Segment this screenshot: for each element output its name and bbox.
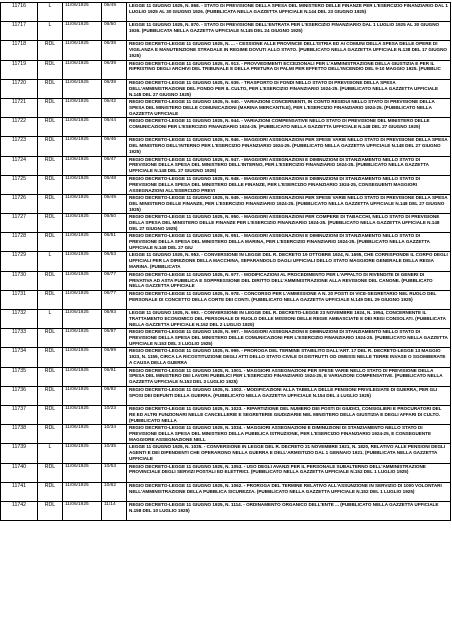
- table-row: [1, 118, 451, 137]
- act-date: 11/06/1925: [63, 233, 102, 252]
- entry-number: 11742: [1, 501, 38, 520]
- act-description: REGIO DECRETO-LEGGE 11 GIUGNO 1925, N. 946. - MAGGIORI ASSEGNAZIONI PER SPESE VARIE NELLO STATO DI PREVISIONE DELLA SPESA DEL MINISTERO DELL'INTERNO PER L'ESERCIZIO FINANZIARIO 1924-25. (PUBBLICATO NELLA GAZZETTA UFFICIALE N.148 DEL 27 GIUGNO 1925): [127, 137, 451, 156]
- act-date: 11/06/1925: [63, 118, 102, 137]
- act-description: REGIO DECRETO-LEGGE 11 GIUGNO 1925, N. 951. - MAGGIORI ASSEGNAZIONI E DIMINUZIONI DI STANZIAMENTO NELLO STATO DI PREVISIONE DELLA SPESA DEL MINISTERO DELLA MARINA, PER L'ESERCIZIO FINANZIARIO 1924-25. (PUBBLICATO NELLA GAZZETTA UFFICIALE N.148 DEL 27 GIU: [127, 233, 451, 252]
- table-row: [1, 386, 451, 405]
- act-type: L: [38, 252, 63, 271]
- act-type: RDL: [38, 290, 63, 309]
- act-type: RDL: [38, 118, 63, 137]
- entry-number: 11740: [1, 463, 38, 482]
- table-row: [1, 444, 451, 463]
- table-row: [1, 348, 451, 367]
- act-description: REGIO DECRETO-LEGGE 11 GIUGNO 1925, N. 950. - MAGGIORI ASSEGNAZIONI PER COMPERE DI TABACCHI, NELLO STATO DI PREVISIONE DELLA SPESA DEL MINISTERO DELLE FINANZE PER L'ESERCIZIO FINANZIARIO 1924-25. (PUBBLICATO NELLA GAZZETTA UFFICIALE N.148 DEL 27 GIUGNO 1925): [127, 214, 451, 233]
- act-description: LEGGE 11 GIUGNO 1925, N. 953. - CONVERSIONE IN LEGGE DEL R. DECRETO 19 OTTOBRE 1924, N. 1695, CHE CORRISPONDE IL CORPO DEGLI UFFICIALI PER LA DIREZIONE DELLA MACCHINA, SEPARANDOLO DAGLI UFFICIALI DELLO STATO MAGGIORE GENERALE DELLA REGIA MARINA. (PUBBLICATA: [127, 252, 451, 271]
- act-date: 11/06/1925: [63, 3, 102, 22]
- act-code: 06/44: [102, 118, 127, 137]
- act-type: RDL: [38, 98, 63, 117]
- act-date: 11/06/1925: [63, 310, 102, 329]
- entry-number: 11719: [1, 60, 38, 79]
- act-type: RDL: [38, 194, 63, 213]
- entry-number: 11732: [1, 310, 38, 329]
- act-code: 10/35: [102, 444, 127, 463]
- act-date: 11/06/1925: [63, 463, 102, 482]
- table-row: [1, 79, 451, 98]
- act-type: RDL: [38, 367, 63, 386]
- table-row: [1, 3, 451, 22]
- table-row: [1, 214, 451, 233]
- act-date: 11/06/1925: [63, 41, 102, 60]
- act-description: REGIO DECRETO-LEGGE 11 GIUGNO 1925, N. 978. - CONCORSO PER L'AMMISSIONE A N. 20 POSTI DI VICE-SEGRETARIO NEL RUOLO DEL PERSONALE DI CONCETTO DELLA CORTE DEI CONTI. (PUBBLICATO NELLA GAZZETTA UFFICIALE N.149 DEL 29 GIUGNO 1925): [127, 290, 451, 309]
- entry-number: 11726: [1, 194, 38, 213]
- act-type: RDL: [38, 60, 63, 79]
- act-type: RDL: [38, 271, 63, 290]
- act-code: 06/97: [102, 329, 127, 348]
- act-type: RDL: [38, 425, 63, 444]
- act-description: REGIO DECRETO-LEGGE 11 GIUGNO 1925, N. 939. - TRASPORTO DI FONDI NELLO STATO DI PREVISIONE DELLA SPESA DELL'AMMINISTRAZIONE DEL FONDO PER IL CULTO, PER L'ESERCIZIO FINANZIARIO 1924-25. (PUBBLICATO NELLA GAZZETTA UFFICIALE N.148 DEL 27 GIUGNO 1925): [127, 79, 451, 98]
- table-row: [1, 290, 451, 309]
- act-type: RDL: [38, 175, 63, 194]
- entry-number: 11734: [1, 348, 38, 367]
- entry-number: 11738: [1, 425, 38, 444]
- act-code: 06/92: [102, 386, 127, 405]
- table-row: [1, 60, 451, 79]
- entry-number: 11722: [1, 118, 38, 137]
- act-type: RDL: [38, 137, 63, 156]
- table-row: [1, 137, 451, 156]
- act-code: 10/62: [102, 482, 127, 501]
- act-type: L: [38, 310, 63, 329]
- act-code: 06/39: [102, 60, 127, 79]
- act-code: 06/39: [102, 79, 127, 98]
- act-date: 11/06/1925: [63, 175, 102, 194]
- table-row: [1, 194, 451, 213]
- table-row: [1, 98, 451, 117]
- act-date: 11/06/1925: [63, 405, 102, 424]
- act-description: REGIO DECRETO-LEGGE 11 GIUGNO 1925, N. 977. - MODIFICAZIONI AL PROCEDIMENTO PER L'APPALTO DI RIVENDITE DI GENERI DI PRIVATIVA AD ASTA PUBBLICA E SOPPRESSIONE DEL DIRITTO DELL'AMMINISTRAZIONE ALLA REVISIONE DEL CANONE. (PUBBLICATO NELLA GAZZETTA UFFICIALE: [127, 271, 451, 290]
- act-code: 06/49: [102, 194, 127, 213]
- act-description: REGIO DECRETO-LEGGE 11 GIUGNO 1925, N. 1034. - MAGGIORI ASSEGNAZIONI E DIMINUZIONI DI STANZIAMENTO NELLO STATO DI PREVISIONE DELLA SPESA DEL MINISTERO DELLA PUBBLICA ISTRUZIONE, PER L'ESERCIZIO FINANZIARIO 1924-25, E CONSEGUENTE MAGGIORE ASSEGNAZIONE NELL: [127, 425, 451, 444]
- act-date: 11/06/1925: [63, 252, 102, 271]
- entry-number: 11723: [1, 137, 38, 156]
- entry-number: 11725: [1, 175, 38, 194]
- entry-number: 11739: [1, 444, 38, 463]
- entry-number: 11716: [1, 3, 38, 22]
- act-type: RDL: [38, 214, 63, 233]
- act-description: REGIO DECRETO-LEGGE 11 GIUGNO 1925, N. 948. - MAGGIORI ASSEGNAZIONI E DIMINUZIONI DI STANZIAMENTO NELLO STATO DI PREVISIONE DELLA SPESA DEL MINISTERO DELLE FINANZE, PER L'ESERCIZIO FINANZIARIO 1924-25, CONSEGUENTI MAGGIORI ASSEGNAZIONI ALL'ESERCIZIO PREVI: [127, 175, 451, 194]
- act-description: LEGGE 11 GIUGNO 1925, N. 1035. - CONVERSIONE IN LEGGE DEL R. DECRETO 21 NOVEMBRE 1921, N. 1820, RELATIVO ALLE PENSIONI DEGLI AGENTI E DEI DIPENDENTI CHE OPERARONO NELLA GUERRA E DELL'ARMISTIZIO DAL 1 GENNAIO 1921. (PUBBLICATA NELLA GAZZETTA UFFICIALE: [127, 444, 451, 463]
- act-description: REGIO DECRETO-LEGGE 11 GIUGNO 1925, N. 997. - MAGGIORI ASSEGNAZIONI E DIMINUZIONI DI STANZIAMENTO NELLO STATO DI PREVISIONE DELLA SPESA DEL MINISTERO DELLE COMUNICAZIONI PER L'ESERCIZIO FINANZIARIO 1924-25. (PUBBLICATO NELLA GAZZETTA UFFICIALE N.153 DEL 3 LUGLIO 1925): [127, 329, 451, 348]
- entry-number: 11720: [1, 79, 38, 98]
- entry-number: 11733: [1, 329, 38, 348]
- act-code: 10/23: [102, 405, 127, 424]
- entry-number: 11741: [1, 482, 38, 501]
- entry-number: 11721: [1, 98, 38, 117]
- act-description: LEGGE 11 GIUGNO 1925, N. 868. - STATO DI PREVISIONE DELLA SPESA DEL MINISTERO DELLE FINANZE PER L'ESERCIZIO FINANZIARIO DAL 1 LUGLIO 1925 AL 30 GIUGNO 1926. (PUBBLICATA NELLA GAZZETTA UFFICIALE N.144 DEL 23 GIUGNO 1925): [127, 3, 451, 22]
- act-date: 11/06/1925: [63, 425, 102, 444]
- act-description: REGIO DECRETO-LEGGE 11 GIUGNO 1925, N. 1023. - RIPARTIZIONE DEL NUMERO DEI POSTI DI GIUDICI, CONSIGLIERI E PROCURATORI DEL RE ED ALTRI FUNZIONARI NELLE CANCELLERIE E SEGRETERIE GIUDIZIARIE NEL MINISTERO DELLA GIUSTIZIA E DEGLI AFFARI DI CULTO. (PUBBLICATO NELLA: [127, 405, 451, 424]
- act-date: 11/06/1925: [63, 60, 102, 79]
- act-type: RDL: [38, 482, 63, 501]
- table-row: [1, 175, 451, 194]
- act-date: 11/06/1925: [63, 79, 102, 98]
- act-date: 11/06/1925: [63, 22, 102, 41]
- act-code: 10/53: [102, 463, 127, 482]
- act-type: L: [38, 3, 63, 22]
- entry-number: 11717: [1, 22, 38, 41]
- entry-number: 11735: [1, 367, 38, 386]
- act-date: 11/06/1925: [63, 329, 102, 348]
- act-date: 11/06/1925: [63, 367, 102, 386]
- act-type: L: [38, 444, 63, 463]
- entry-number: 11724: [1, 156, 38, 175]
- register-body: [1, 3, 451, 521]
- register-table: [0, 2, 451, 521]
- act-date: 11/06/1925: [63, 271, 102, 290]
- entry-number: 11729: [1, 252, 38, 271]
- act-date: 11/06/1925: [63, 194, 102, 213]
- act-description: REGIO DECRETO-LEGGE 11 GIUGNO 1925, N. 944. - VARIAZIONI COMPENSATIVE NELLO STATO DI PREVISIONE DEL MINISTERO DELLE COMUNICAZIONI PER L'ESERCIZIO FINANZIARIO 1924-25. (PUBBLICATO NELLA GAZZETTA UFFICIALE N.148 DEL 27 GIUGNO 1925): [127, 118, 451, 137]
- act-code: 10/34: [102, 425, 127, 444]
- act-type: L: [38, 22, 63, 41]
- act-code: 06/49: [102, 3, 127, 22]
- act-type: RDL: [38, 329, 63, 348]
- act-date: 11/06/1925: [63, 98, 102, 117]
- act-type: RDL: [38, 386, 63, 405]
- act-code: 06/46: [102, 137, 127, 156]
- act-date: 11/06/1925: [63, 386, 102, 405]
- table-row: [1, 271, 451, 290]
- act-code: 06/91: [102, 367, 127, 386]
- act-code: 06/50: [102, 214, 127, 233]
- act-code: 06/53: [102, 252, 127, 271]
- entry-number: 11736: [1, 386, 38, 405]
- act-code: 06/99: [102, 348, 127, 367]
- act-description: REGIO DECRETO-LEGGE 11 GIUGNO 1925, N. 999. - PROROGA DEL TERMINE STABILITO DALL'ART. 17 DEL R. DECRETO-LEGGE 13 MAGGIO 1923, N. 1159, CIRCA LA RICOSTITUZIONE DEGLI ATTI DELLO STATO CIVILE DI DISTRUTTI OD OMESSI NELLE TERRE INVASE O SGOMBERATE A CAUSA DELLA GUERRA: [127, 348, 451, 367]
- act-date: 11/06/1925: [63, 214, 102, 233]
- act-date: 11/06/1925: [63, 137, 102, 156]
- act-description: LEGGE 11 GIUGNO 1925, N. 870. - STATO DI PREVISIONE DELL'ENTRATA PER L'ESERCIZIO FINANZIARIO DAL 1 LUGLIO 1925 AL 30 GIUGNO 1926. (PUBBLICATA NELLA GAZZETTA UFFICIALE N.145 DEL 24 GIUGNO 1925): [127, 22, 451, 41]
- entry-number: 11727: [1, 214, 38, 233]
- table-row: [1, 156, 451, 175]
- act-description: REGIO DECRETO-LEGGE 11 GIUGNO 1925, N. 947. - MAGGIORI ASSEGNAZIONI E DIMINUZIONI DI STANZIAMENTO NELLO STATO DI PREVISIONE DELLA SPESA DEL MINISTERO DELL'INTERNO, PER L'ESERCIZIO FINANZIARIO 1924-25. (PUBBLICATO NELLA GAZZETTA UFFICIALE N.148 DEL 27 GIUGNO 1925): [127, 156, 451, 175]
- table-row: [1, 367, 451, 386]
- table-row: [1, 501, 451, 520]
- table-row: [1, 252, 451, 271]
- act-description: REGIO DECRETO-LEGGE 11 GIUGNO 1925, N. ... - CESSIONE ALLE PROVINCIE DELL'ISTRIA ED AI COMUNI DELLA SPESA DELLE OPERE DI VIGILANZA E MANUTENZIONE STRADALE IN REGIME DOVUTI ALLO STATO. (PUBBLICATO NELLA GAZZETTA UFFICIALE N.138 DEL 17 GIUGNO 1925): [127, 41, 451, 60]
- table-row: [1, 405, 451, 424]
- act-type: RDL: [38, 348, 63, 367]
- act-description: REGIO DECRETO-LEGGE 11 GIUGNO 1925, N. 1114. - ORDINAMENTO ORGANICO DELL'ENTE ... (PUBBLICATO NELLA GAZZETTA UFFICIALE N.158 DEL 10 LUGLIO 1925): [127, 501, 451, 520]
- act-type: RDL: [38, 463, 63, 482]
- act-code: 06/93: [102, 310, 127, 329]
- act-description: REGIO DECRETO-LEGGE 11 GIUGNO 1925, N. 1001. - MAGGIORI ASSEGNAZIONI PER SPESE VARIE NELLO STATO DI PREVISIONE DELLA SPESA DEL MINISTERO DEI LAVORI PUBBLICI PER L'ESERCIZIO FINANZIARIO 1924-25, E VARIAZIONI COMPENSATIVE. (PUBBLICATO NELLA GAZZETTA UFFICIALE N.153 DEL 3 LUGLIO 1925): [127, 367, 451, 386]
- act-code: 06/42: [102, 98, 127, 117]
- act-code: 06/51: [102, 233, 127, 252]
- act-type: RDL: [38, 233, 63, 252]
- act-description: REGIO DECRETO-LEGGE 11 GIUGNO 1925, N. 1002. - MODIFICAZIONI ALLA TABELLA DELLE PENSIONI PRIVILEGIATE DI GUERRA, PER GLI SPOSI DEI DEFUNTI DELLA GUERRA. (PUBBLICATO NELLA GAZZETTA UFFICIALE N.154 DEL 4 LUGLIO 1925): [127, 386, 451, 405]
- entry-number: 11718: [1, 41, 38, 60]
- act-type: RDL: [38, 79, 63, 98]
- act-type: RDL: [38, 501, 63, 520]
- act-code: 06/38: [102, 41, 127, 60]
- table-row: [1, 233, 451, 252]
- act-description: REGIO DECRETO-LEGGE 11 GIUGNO 1925, N. 949. - MAGGIORI ASSEGNAZIONI PER SPESE VARIE NELLO STATO DI PREVISIONE DELLA SPESA DEL MINISTERO DELLE FINANZE, PER L'ESERCIZIO FINANZIARIO 1924-25. (PUBBLICATO NELLA GAZZETTA UFFICIALE N.148 DEL 27 GIUGNO 1925): [127, 194, 451, 213]
- act-code: 06/48: [102, 175, 127, 194]
- act-description: REGIO DECRETO-LEGGE 11 GIUGNO 1925, N. 940. - VARIAZIONI CONCERNENTI, IN CONTO RESIDUI NELLO STATO DI PREVISIONE DELLA SPESA DEL MINISTERO DELLE COMUNICAZIONI (MARINA MERCANTILE), PER L'ESERCIZIO FINANZIARIO 1924-25. (PUBBLICATO NELLA GAZZETTA UFFICIALE: [127, 98, 451, 117]
- entry-number: 11730: [1, 271, 38, 290]
- act-code: 06/47: [102, 156, 127, 175]
- act-description: REGIO DECRETO-LEGGE 11 GIUGNO 1925, N. 913. - PROVVEDIMENTI ECCEZIONALI PER L'AMMINISTRAZIONE DELLA GIUSTIZIA E PER IL RIPRISTINO DEGLI ARCHIVI DEL TRIBUNALE E DELLA PRETURA DI PALMI PER EFFETTO DELL'INCENDIO DEL 9-10 MAGGIO 1925. (PUBBLIC: [127, 60, 451, 79]
- act-code: 06/77: [102, 271, 127, 290]
- act-date: 11/06/1925: [63, 482, 102, 501]
- table-row: [1, 482, 451, 501]
- act-type: RDL: [38, 41, 63, 60]
- entry-number: 11737: [1, 405, 38, 424]
- act-date: 11/06/1925: [63, 290, 102, 309]
- act-description: LEGGE 11 GIUGNO 1925, N. 993. - CONVERSIONE IN LEGGE DEL R. DECRETO-LEGGE 23 NOVEMBRE 1924, N. 1954, CONCERNENTE IL TRATTAMENTO ECONOMICO DEL PERSONALE DI RUOLO DELLE MISSIONI DELLE REGIE AMBASCIATE E DEI REGI CONSOLATI. (PUBBLICATA NELLA GAZZETTA UFFICIALE N.152 DEL 2 LUGLIO 1925): [127, 310, 451, 329]
- table-row: [1, 425, 451, 444]
- entry-number: 11728: [1, 233, 38, 252]
- entry-number: 11731: [1, 290, 38, 309]
- act-date: 11/06/1925: [63, 444, 102, 463]
- table-row: [1, 310, 451, 329]
- table-row: [1, 22, 451, 41]
- table-row: [1, 41, 451, 60]
- act-type: RDL: [38, 405, 63, 424]
- act-code: 06/50: [102, 22, 127, 41]
- act-date: 11/06/1925: [63, 156, 102, 175]
- table-row: [1, 329, 451, 348]
- table-row: [1, 463, 451, 482]
- act-date: 11/06/1925: [63, 501, 102, 520]
- act-date: 11/06/1925: [63, 348, 102, 367]
- act-code: 11/14: [102, 501, 127, 520]
- act-code: 06/77: [102, 290, 127, 309]
- act-type: RDL: [38, 156, 63, 175]
- act-description: REGIO DECRETO-LEGGE 11 GIUGNO 1925, N. 1053. - USO DEGLI AVANZI PER IL PERSONALE SUBALTERNO DELL'AMMINISTRAZIONE PROVINCIALE DEGLI SERVIZI POSTALI ED ELETTRICI. (PUBBLICATO NELLA GAZZETTA UFFICIALE N.152 DEL 1 LUGLIO 1925): [127, 463, 451, 482]
- act-description: REGIO DECRETO-LEGGE 11 GIUGNO 1925, N. 1062. - PROROGA DEL TERMINE RELATIVO ALL'ASSUNZIONE IN SERVIZIO DI 1000 VOLONTARI NELL'AMMINISTRAZIONE DELLA PUBBLICA SICUREZZA. (PUBBLICATO NELLA GAZZETTA UFFICIALE N.152 DEL 1 LUGLIO 1925): [127, 482, 451, 501]
